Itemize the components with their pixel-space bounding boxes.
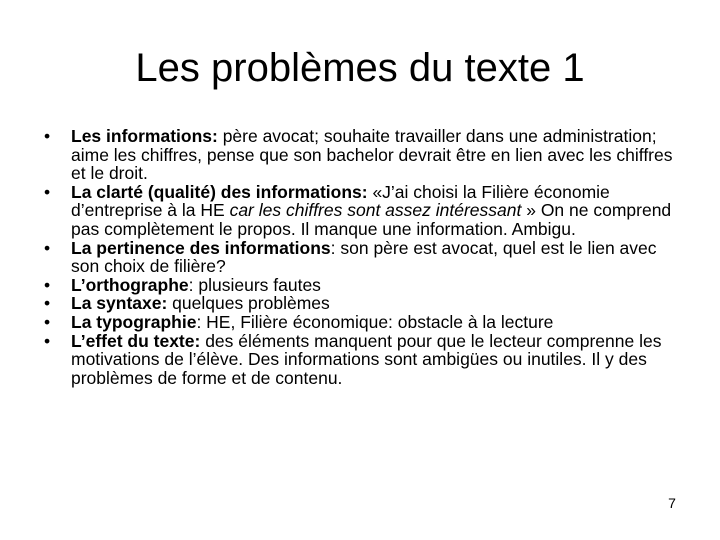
bullet-marker: • bbox=[44, 274, 51, 295]
bullet-informations bbox=[44, 127, 680, 183]
bullet-text: des éléments manquent pour que le lecteur comprenne les motivations de l’élève. Des informations sont ambigües ou inutiles. Il y des problèmes de forme et de contenu. bbox=[71, 330, 662, 388]
bullet-text: : son père est avocat, quel est le lien avec son choix de filière? bbox=[71, 237, 657, 277]
bullet-label: Les informations: bbox=[71, 126, 218, 146]
bullet-text: quelques problèmes bbox=[167, 293, 330, 314]
bullet-label: La pertinence des informations bbox=[71, 237, 331, 258]
bullet-marker: • bbox=[44, 237, 51, 258]
bullet-marker: • bbox=[44, 330, 51, 351]
bullet-marker: • bbox=[44, 311, 51, 332]
page-number: 7 bbox=[668, 495, 676, 511]
bullet-typographie bbox=[44, 313, 680, 332]
bullet-marker: • bbox=[44, 126, 51, 146]
bullet-label: La typographie bbox=[71, 311, 197, 332]
bullet-label: La syntaxe: bbox=[71, 293, 168, 314]
bullet-marker: • bbox=[44, 181, 51, 202]
bullet-label: L’effet du texte: bbox=[71, 330, 201, 351]
bullet-marker: • bbox=[44, 293, 51, 314]
bullet-text: père avocat; souhaite travailler dans une administration; aime les chiffres, pense que son bachelor devrait être en lien avec les chiffres et le droit. bbox=[71, 126, 673, 184]
bullet-clarte bbox=[44, 183, 680, 239]
bullet-text: : plusieurs fautes bbox=[188, 274, 321, 295]
bullet-label: La clarté (qualité) des informations: bbox=[71, 181, 368, 202]
bullet-text: » On ne comprend pas complètement le propos. Il manque une information. Ambigu. bbox=[71, 200, 672, 239]
bullet-text: «J’ai choisi la Filière économie d’entreprise à la HE bbox=[71, 181, 610, 221]
bullet-effet bbox=[44, 332, 680, 388]
bullet-text-italic: car les chiffres sont assez intéressant bbox=[229, 200, 522, 221]
bullet-text: : HE, Filière économique: obstacle à la lecture bbox=[196, 311, 554, 332]
bullet-syntaxe bbox=[44, 294, 680, 313]
slide-title: Les problèmes du texte 1 bbox=[135, 46, 585, 90]
bullet-list bbox=[44, 127, 680, 387]
bullet-label: L’orthographe bbox=[71, 274, 189, 295]
bullet-pertinence bbox=[44, 239, 680, 276]
bullet-orthographe bbox=[44, 276, 680, 295]
